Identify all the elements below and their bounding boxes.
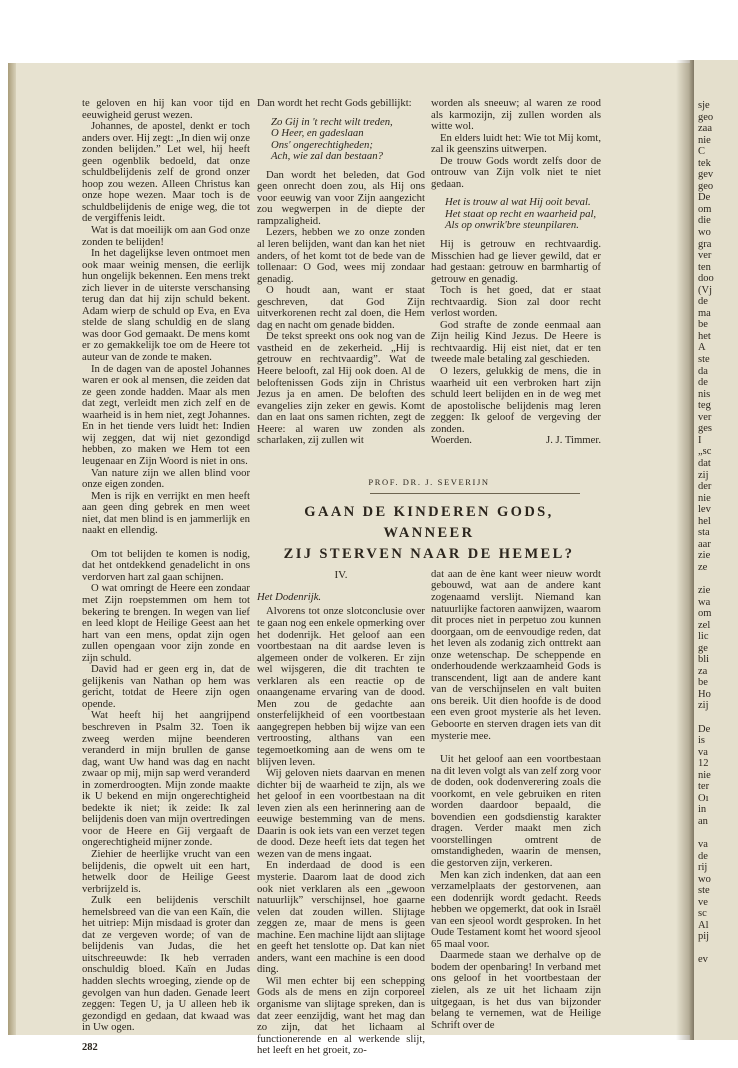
byline-divider [370, 493, 580, 494]
facing-page-fragment: wa [698, 596, 711, 608]
facing-page-fragment: ve [698, 896, 708, 908]
facing-page-fragment: Al [698, 919, 709, 931]
paragraph: Dan wordt het beleden, dat God geen onrecht doen zou, als Hij ons voor eeuwig van voor Zijn aangezicht zou wegwerpen in de diepte der rampzaligheid. [257, 168, 425, 227]
facing-page-fragment: I [698, 434, 702, 446]
article-title-line-1: GAAN DE KINDEREN GODS, WANNEER [304, 503, 554, 541]
facing-page-fragment: be [698, 677, 708, 689]
page-edge [8, 63, 16, 1035]
facing-page-fragment: bli [698, 654, 710, 666]
facing-page-fragment: 12 [698, 758, 709, 770]
subheading: Het Dodenrijk. [257, 590, 322, 603]
facing-page-fragment: rij [698, 862, 708, 874]
facing-page-fragment: ze [698, 561, 708, 573]
facing-page-fragment: ste [698, 885, 710, 897]
facing-page-fragment: sc [698, 908, 707, 920]
facing-page-fragment: Oı [698, 792, 709, 804]
paragraph: Men kan zich indenken, dat aan een verzamelplaats der gestorvenen, aan een dodenrijk wordt gedacht. Reeds hebben we opgemerkt, dat ook in Israël van een sjeool wordt gesproken. In het Oude Testament komt het woord sjeool 65 maal voor. [431, 868, 601, 950]
paragraph: Zulk een belijdenis verschilt hemelsbreed van die van een Kaïn, die het uitriep: Mijn misdaad is groter dan dat ze vergeven worde; of van de belijdenis van Judas, die het uitschreeuwde: Ik heb verraden onschuldig bloed. Kaïn en Judas hadden slechts wroeging, ziende op de gevolgen van hun daden. Genade leert zeggen: Tegen U, ja U alleen heb ik gezondigd en gedaan, dat kwaad was in Uw ogen. [82, 894, 250, 1034]
facing-page-fragment: zie [698, 550, 711, 562]
paragraph: O houdt aan, want er staat geschreven, dat God Zijn uitverkorenen recht zal doen, die Hem dag en nacht om genade bidden. [257, 284, 425, 331]
previous-article-column-3 [431, 98, 601, 447]
paragraph: O lezers, gelukkig de mens, die in waarheid uit een verbroken hart zijn schuld leert belijden en in de weg met de apostolische belijdenis mag leren zeggen: Ik geloof de vergeving der zonden. [431, 365, 601, 435]
facing-page-fragment [698, 943, 738, 955]
facing-page-fragment: de [698, 850, 708, 862]
facing-page-fragment: geo [698, 111, 714, 123]
facing-page-fragment: be [698, 319, 708, 331]
facing-page-fragment: teg [698, 400, 711, 412]
facing-page-fragment: nie [698, 492, 711, 504]
poem-line: Het staat op recht en waarheid pal, [445, 207, 597, 220]
facing-page-fragment: sje [698, 100, 710, 111]
facing-page-fragment: „sc [698, 446, 712, 458]
facing-page-fragment: ges [698, 423, 712, 435]
facing-page-fragment: zel [698, 619, 711, 631]
poem-line: Zo Gij in 't recht wilt treden, [271, 115, 393, 128]
facing-page-fragment: De [698, 723, 711, 735]
facing-page-fragment: za [698, 665, 708, 677]
page-fold-shadow [676, 60, 694, 1040]
facing-page-fragment: die [698, 215, 711, 227]
paragraph: Dan wordt het recht Gods gebillijkt: [257, 97, 412, 109]
paragraph: En elders luidt het: Wie tot Mij komt, zal ik geenszins uitwerpen. [431, 131, 601, 156]
page-number: 282 [82, 1041, 98, 1053]
facing-page-fragment: ter [698, 781, 710, 793]
paragraph: dat aan de ène kant weer nieuw wordt gebouwd, wat aan de andere kant zogenaamd verslijt. Niemand kan natuurlijke factoren aanwijzen, waarom dit proces niet in perpetuo zou kunnen doorgaan, om de eenvoudige reden, dat het leven als zodanig zich onttrekt aan onze wetenschap. De scheppende en onderhoudende werkzaamheid Gods is transcendent, ligt aan de andere kant van de verschijnselen en valt buiten ons bereik. Uit dien hoofde is de dood een even groot mysterie als het leven. Geboorte en sterven dragen iets van dit mysterie mee. [431, 567, 601, 742]
poem-line: Als op onwrik'bre steunpilaren. [445, 219, 579, 232]
article-column-2 [431, 569, 601, 1031]
facing-page-fragment: in [698, 804, 707, 816]
paragraph: Wat is dat moeilijk om aan God onze zonden te belijden! [82, 224, 250, 248]
facing-page-fragment: om [698, 608, 712, 620]
facing-page-fragment: pij [698, 931, 710, 943]
paragraph: Om tot belijden te komen is nodig, dat het ontdekkend genadelicht in ons verdorven hart zal gaan schijnen. [82, 547, 250, 583]
poem-line: Ons' ongerechtigheden; [271, 138, 373, 151]
right-columns-area [257, 98, 601, 1057]
facing-page-fragment: de [698, 296, 708, 308]
paragraph: O wat omringt de Heere een zondaar met Zijn roepstemmen om hem tot bekering te brengen. In wegen van lief en leed klopt de Heilige Geest aan het hart van een mens, opdat zijn ogen zullen opengaan voor zijn zonde en zijn schuld. [82, 582, 250, 664]
facing-page-text [698, 100, 738, 966]
paragraph: Daarmede staan we derhalve op de bodem der openbaring! In verband met ons geloof in het voortbestaan der zielen, als ze uit het lichaam zijn uitgegaan, is het dus van bijzonder belang te vernemen, wat de Heilige Schrift over de [431, 949, 601, 1031]
facing-page-fragment: ev [698, 954, 708, 966]
paragraph: David had er geen erg in, dat de gelijkenis van Nathan op hem was gericht, totdat de Heere zijn ogen opende. [82, 663, 250, 710]
facing-page-fragment: zaa [698, 123, 712, 135]
facing-page-fragment: dat [698, 457, 711, 469]
facing-page-fragment: aar [698, 538, 711, 550]
paragraph: Uit het geloof aan een voortbestaan na dit leven volgt als van zelf zorg voor de doden, ook dodenverering zoals die voorkomt, en vele gebruiken en riten worden daardoor bepaald, die bovendien een godsdienstig karakter dragen. Verder maakt men zich voorstellingen omtrent de omstandigheden, waarin de mensen, die gestorven zijn, verkeren. [431, 753, 601, 869]
facing-page-fragment: ste [698, 354, 710, 366]
facing-page-fragment [698, 712, 738, 724]
facing-page-fragment: lev [698, 504, 711, 516]
facing-page-fragment: ma [698, 307, 711, 319]
facing-page-fragment: zie [698, 584, 711, 596]
poem-stanza [271, 117, 425, 163]
paragraph: Wil men echter bij een schepping Gods als de mens en zijn corporeel organisme van slijtage spreken, dan is dat zeer eenzijdig, want het mag dan zo zijn, dat het lichaam al functionerende en al werkende slijt, het leeft en het groeit, zo- [257, 974, 425, 1057]
facing-page-fragment: an [698, 815, 708, 827]
facing-page-fragment: de [698, 377, 708, 389]
facing-page-fragment: va [698, 839, 708, 850]
article-title-line-2: ZIJ STERVEN NAAR DE HEMEL? [283, 545, 575, 562]
paragraph: Van nature zijn we allen blind voor onze eigen zonden. [82, 466, 250, 491]
article-title [257, 502, 601, 565]
paragraph: Hij is getrouw en rechtvaardig. Misschien had ge liever gewild, dat er had gestaan: getrouw en barmhartig of getrouw en genadig. [431, 238, 601, 285]
facing-page-fragment: A [698, 342, 706, 354]
facing-page-fragment: het [698, 330, 711, 342]
poem-stanza [445, 197, 601, 232]
paragraph: Alvorens tot onze slotconclusie over te gaan nog een enkele opmerking over het dodenrijk. Het geloof aan een voortbestaan na dit aardse leven is algemeen onder de volkeren. Er zijn wel wijsgeren, die dit trachten te verklaren als een reactie op de onaangename ervaring van de dood. Men zou de gedachte aan onsterfelijkheid of een voortbestaan aangegrepen hebben bij wijze van een vertroosting, althans van een tegemoetkoming aan de wens om te blijven leven. [257, 605, 425, 768]
facing-page-fragment: nie [698, 134, 711, 146]
facing-page-fragment: is [698, 735, 706, 747]
paragraph: Toch is het goed, dat er staat rechtvaardig. Sion zal door recht verlost worden. [431, 284, 601, 320]
facing-page-fragment: ver [698, 411, 712, 423]
article-columns [257, 569, 601, 1057]
paragraph: De trouw Gods wordt zelfs door de ontrouw van Zijn volk niet te niet gedaan. [431, 154, 601, 190]
paragraph: In de dagen van de apostel Johannes waren er ook al mensen, die zeiden dat ze geen zonde hadden. Maar als men dat zegt, verleidt men zich zelf en de waarheid is in hem niet, zegt Johannes. En in het tiende vers luidt het: Indien wij zeggen, dat wij niet gezondigd hebben, zo maken we Hem tot een leugenaar en Zijn Woord is niet in ons. [82, 362, 250, 467]
section-number: IV. [334, 568, 348, 581]
paragraph: te geloven en hij kan voor tijd en eeuwigheid gerust wezen. [82, 97, 250, 121]
facing-page-fragment: Ho [698, 688, 711, 700]
facing-page-fragment: ver [698, 250, 712, 262]
signature-author: J. J. Timmer. [546, 434, 601, 447]
facing-page-fragment: De [698, 192, 711, 204]
facing-page-fragment [698, 827, 738, 839]
facing-page-fragment: nie [698, 769, 711, 781]
facing-page-fragment: wo [698, 873, 711, 885]
previous-article-columns [257, 98, 601, 447]
facing-page-fragment: der [698, 481, 712, 493]
facing-page-fragment: da [698, 365, 708, 377]
facing-page-fragment: hel [698, 515, 711, 527]
article-column-1 [257, 569, 425, 1057]
facing-page-fragment: va [698, 746, 708, 758]
paragraph: God strafte de zonde eenmaal aan Zijn heilig Kind Jezus. De Heere is rechtvaardig. Hij eist niet, dat er ten tweede male betaling zal geschieden. [431, 318, 601, 366]
facing-page-fragment: wo [698, 227, 711, 239]
facing-page-fragment: lic [698, 631, 709, 643]
paragraph: Wat heeft hij het aangrijpend beschreven in Psalm 32. Toen ik zweeg werden mijne beenderen veranderd in mijn brullen de ganse dag, want Uw hand was dag en nacht zwaar op mij, mijn sap werd veranderd in zomerdroogten. Mijn zonde maakte ik U bekend en mijn ongerechtigheid bedekte ik niet; ik zeide: Ik zal belijdenis doen van mijn overtredingen voor de Heere en Gij vergaaft de ongerechtigheid mijner zonde. [82, 709, 250, 849]
facing-page-fragment: nis [698, 388, 711, 400]
previous-article-column-1 [82, 98, 250, 1034]
paragraph: De tekst spreekt ons ook nog van de vastheid en de zekerheid. „Hij is getrouw en rechtvaardig”. Wat de Heere belooft, zal Hij ook doen. Al de beloftenissen Gods zijn in Christus Jezus ja en amen. De beloften des evangelies zijn zeker en gewis. Komt dan en laat ons samen richten, zegt de Heere: al waren uw zonden als scharlaken, zij zullen wit [257, 330, 425, 447]
facing-page-fragment: om [698, 203, 712, 215]
facing-page-fragment: zij [698, 700, 709, 712]
facing-page-fragment: C [698, 146, 706, 158]
facing-page-fragment: gev [698, 169, 714, 181]
previous-article-column-2 [257, 98, 425, 447]
facing-page-fragment: ten [698, 261, 711, 273]
poem-line: Het is trouw al wat Hij ooit beval. [445, 196, 591, 209]
facing-page-fragment: (Vj [698, 284, 712, 296]
paragraph: worden als sneeuw; al waren ze rood als karmozijn, zij zullen worden als witte wol. [431, 97, 601, 133]
facing-page-fragment: gra [698, 238, 712, 250]
paragraph: En inderdaad de dood is een mysterie. Daarom laat de dood zich ook niet verklaren als een „gewoon natuurlijk” verschijnsel, hoe gaarne velen dat zouden willen. Slijtage zeggen ze, maar de mens is geen machine. Een machine lijdt aan slijtage en geeft het tenslotte op. Dat kan niet anders, want een machine is een dood ding. [257, 859, 425, 976]
facing-page-fragment: geo [698, 180, 714, 192]
paragraph: Ziehier de heerlijke vrucht van een belijdenis, die opwelt uit een hart, hetwelk door de Heilige Geest verbrijzeld is. [82, 848, 250, 895]
paragraph: In het dagelijkse leven ontmoet men ook maar weinig mensen, die eerlijk hun ongelijk bekennen. Een mens trekt zich liever in de uiterste verschansing terug dan dat hij zijn schuld bekent. Adam wierp de schuld op Eva, en Eva stelde de slang schuldig en de slang was door God gemaakt. De mens komt er zo gemakkelijk toe om de Heere tot auteur van de zonde te maken. [82, 247, 250, 364]
signature-place: Woerden. [431, 434, 472, 447]
facing-page-fragment: tek [698, 157, 711, 169]
facing-page-fragment: zij [698, 469, 709, 481]
poem-line: O Heer, en gadeslaan [271, 127, 364, 140]
paragraph: Men is rijk en verrijkt en men heeft aan geen ding gebrek en men weet niet, dat men blind is en jammerlijk en naakt en ellendig. [82, 489, 250, 537]
paragraph: Lezers, hebben we zo onze zonden al leren belijden, want dan kan het niet anders, of het komt tot de bede van de tollenaar: O God, wees mij zondaar genadig. [257, 226, 425, 285]
article-byline: PROF. DR. J. SEVERIJN [368, 476, 490, 487]
facing-page-fragment: sta [698, 527, 710, 539]
signature [431, 435, 601, 447]
facing-page-fragment [698, 573, 738, 585]
poem-line: Ach, wie zal dan bestaan? [271, 150, 383, 163]
left-column-area [82, 98, 250, 1054]
facing-page-fragment: doo [698, 273, 714, 285]
paragraph: Johannes, de apostel, denkt er toch anders over. Hij zegt: „In dien wij onze zonden belijden.” Let wel, hij heeft geen ogenblik bedoeld, dat onze schuldbelijdenis zelf de grond onzer hoop zou wezen. Alleen Christus kan onze hope wezen. Maar toch is de schuldbelijdenis de enige weg, die tot de vergiffenis leidt. [82, 120, 250, 225]
facing-page-fragment: ge [698, 642, 708, 654]
article-column-1-body [257, 592, 425, 1057]
paragraph: Wij geloven niets daarvan en menen dichter bij de waarheid te zijn, als we het geloof in een voortbestaan na dit leven zien als een herinnering aan de eeuwige bestemming van de mens. Daarin is ook iets van een verzet tegen de dood. Deze heeft iets dat tegen het wezen van de mens ingaat. [257, 767, 425, 860]
